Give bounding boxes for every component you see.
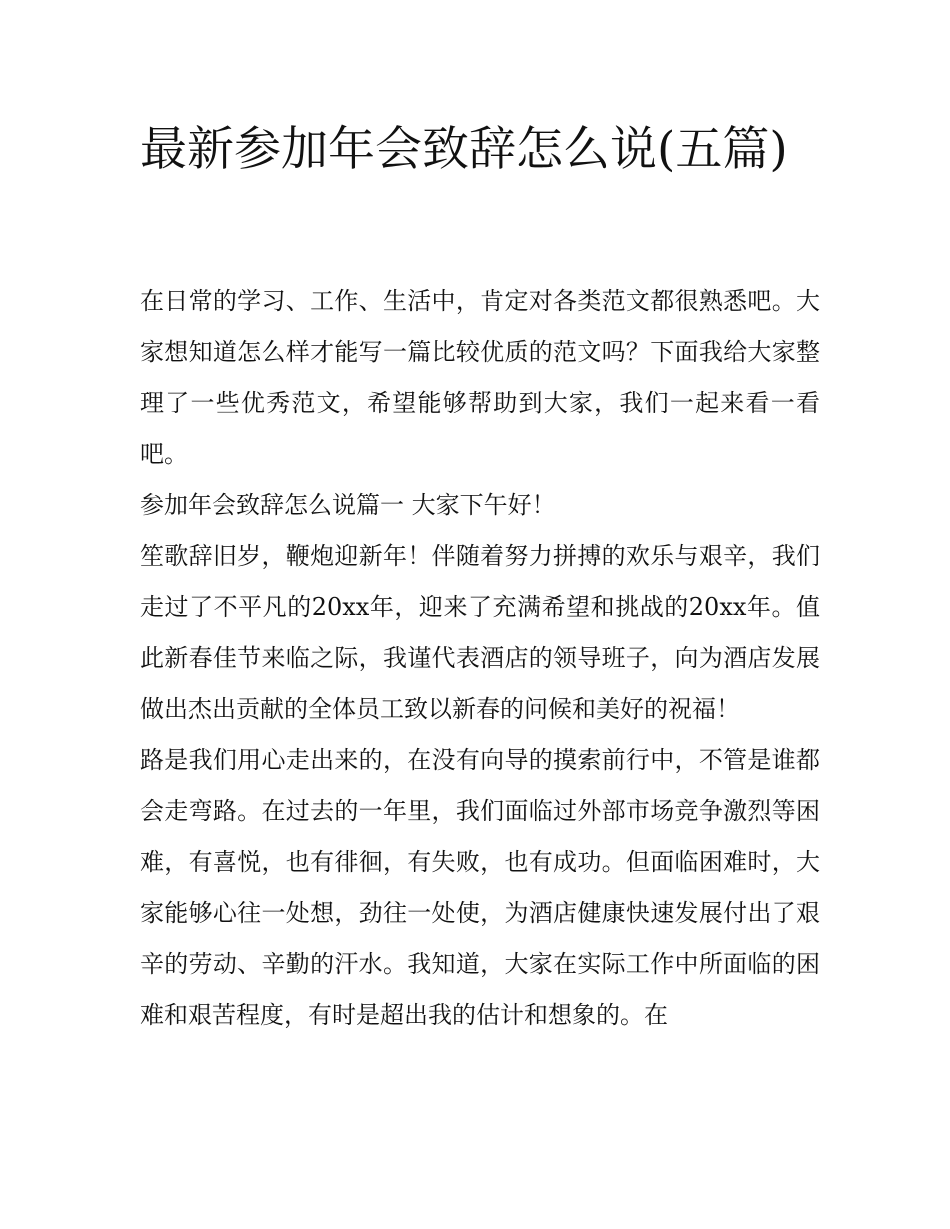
paragraph-intro: 在日常的学习、工作、生活中，肯定对各类范文都很熟悉吧。大家想知道怎么样才能写一篇比较优质的范文吗？下面我给大家整理了一些优秀范文，希望能够帮助到大家，我们一起来看一看吧。 xyxy=(140,287,820,468)
paragraph-new-year-greeting: 笙歌辞旧岁，鞭炮迎新年！伴随着努力拼搏的欢乐与艰辛，我们走过了不平凡的20xx年，迎来了充满希望和挑战的20xx年。值此新春佳节来临之际，我谨代表酒店的领导班子，向为酒店发展做出杰出贡献的全体员工致以新春的问候和美好的祝福！ xyxy=(140,542,820,723)
document-body xyxy=(140,276,820,1041)
document-title: 最新参加年会致辞怎么说(五篇) xyxy=(140,122,788,177)
paragraph-section-heading: 参加年会致辞怎么说篇一 大家下午好！ xyxy=(140,491,556,519)
paragraph-past-year-review: 路是我们用心走出来的，在没有向导的摸索前行中，不管是谁都会走弯路。在过去的一年里，我们面临过外部市场竞争激烈等困难，有喜悦，也有徘徊，有失败，也有成功。但面临困难时，大家能够心往一处想，劲往一处使，为酒店健康快速发展付出了艰辛的劳动、辛勤的汗水。我知道，大家在实际工作中所面临的困难和艰苦程度，有时是超出我的估计和想象的。在 xyxy=(140,746,820,1029)
